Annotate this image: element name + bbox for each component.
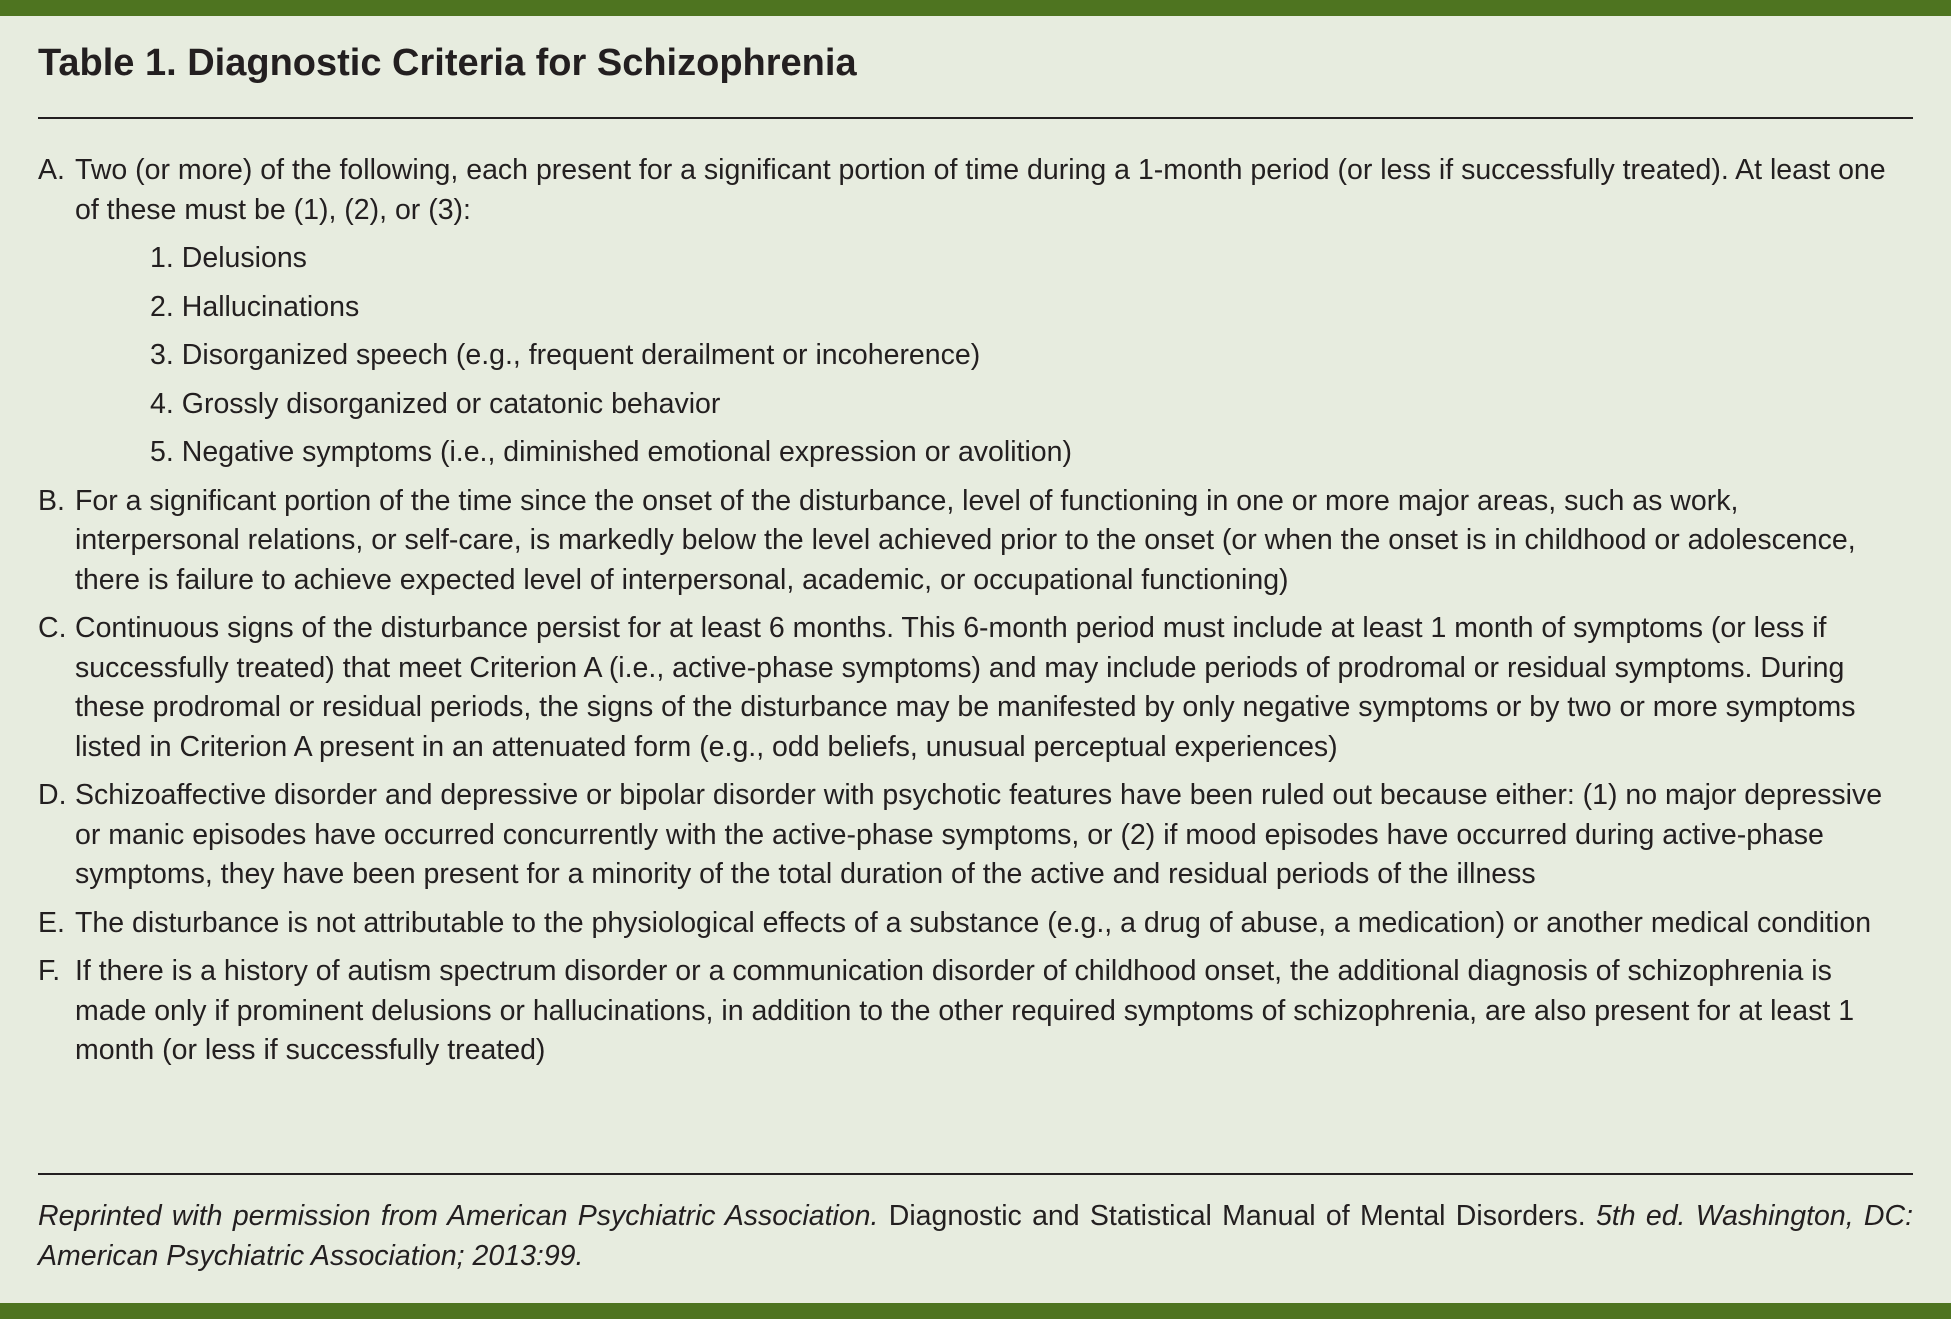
criterion-e: [38, 904, 1908, 944]
criterion-a: [38, 151, 1908, 473]
criterion-c: [38, 609, 1908, 767]
symptom-item: [150, 433, 1908, 473]
symptom-number: 5.: [150, 436, 174, 468]
criterion-f: [38, 952, 1908, 1071]
symptom-number: 1.: [150, 242, 174, 274]
symptom-list: [75, 239, 1908, 473]
criterion-letter: A.: [38, 154, 65, 186]
criterion-letter: E.: [38, 906, 65, 939]
symptom-number: 2.: [150, 290, 174, 323]
symptom-text: Disorganized speech (e.g., frequent derailment or incoherence): [181, 339, 981, 371]
bottom-accent-bar: [0, 1303, 1951, 1319]
symptom-item: [150, 385, 1908, 425]
symptom-item: [150, 239, 1908, 279]
criterion-text: Two (or more) of the following, each present for a significant portion of time during a 1-month period (or less if successfully treated). At least one of these must be (1), (2), or (3):: [75, 154, 1886, 226]
footnote-citation: 5th ed. Washington, DC: American Psychiatric Association; 2013:99.: [38, 1200, 1914, 1272]
footnote-book-title: Diagnostic and Statistical Manual of Mental Disorders.: [888, 1200, 1586, 1232]
symptom-text: Delusions: [181, 242, 307, 274]
criteria-list: [38, 151, 1908, 1080]
table-title: Table 1. Diagnostic Criteria for Schizophrenia: [38, 42, 857, 84]
symptom-text: Grossly disorganized or catatonic behavior: [181, 387, 721, 420]
criterion-b: [38, 482, 1908, 601]
criterion-text: The disturbance is not attributable to the physiological effects of a substance (e.g., a drug of abuse, a medication) or another medical condition: [75, 906, 1872, 939]
symptom-item: [150, 288, 1908, 328]
criterion-letter: B.: [38, 484, 65, 517]
symptom-number: 4.: [150, 387, 174, 420]
top-accent-bar: [0, 0, 1951, 16]
criterion-d: [38, 776, 1908, 895]
symptom-number: 3.: [150, 339, 174, 371]
title-divider: [38, 117, 1913, 119]
footnote-divider: [38, 1173, 1913, 1175]
source-footnote: [38, 1197, 1913, 1276]
criterion-text: Continuous signs of the disturbance persist for at least 6 months. This 6-month period must include at least 1 month of symptoms (or less if successfully treated) that meet Criterion A (i.e., active-phase symptoms) and may include periods of prodromal or residual symptoms. During these prodromal or residual periods, the signs of the disturbance may be manifested by only negative symptoms or by two or more symptoms listed in Criterion A present in an attenuated form (e.g., odd beliefs, unusual perceptual experiences): [75, 612, 1856, 763]
criterion-text: For a significant portion of the time since the onset of the disturbance, level of functioning in one or more major areas, such as work, interpersonal relations, or self-care, is markedly below the level achieved prior to the onset (or when the onset is in childhood or adolescence, there is failure to achieve expected level of interpersonal, academic, or occupational functioning): [75, 484, 1856, 596]
criterion-letter: F.: [38, 955, 61, 987]
symptom-text: Negative symptoms (i.e., diminished emotional expression or avolition): [181, 436, 1073, 468]
criterion-letter: D.: [38, 779, 67, 811]
criterion-text: Schizoaffective disorder and depressive or bipolar disorder with psychotic features have been ruled out because either: (1) no major depressive or manic episodes have occurred concurrently with the active-phase symptoms, or (2) if mood episodes have occurred during active-phase symptoms, they have been present for a minority of the total duration of the active and residual periods of the illness: [75, 779, 1883, 890]
criterion-text: If there is a history of autism spectrum disorder or a communication disorder of childhood onset, the additional diagnosis of schizophrenia is made only if prominent delusions or hallucinations, in addition to the other required symptoms of schizophrenia, are also present for at least 1 month (or less if successfully treated): [75, 955, 1855, 1066]
criterion-letter: C.: [38, 612, 67, 644]
symptom-text: Hallucinations: [181, 290, 360, 323]
footnote-permission: Reprinted with permission from American Psychiatric Association.: [38, 1200, 879, 1232]
symptom-item: [150, 336, 1908, 376]
